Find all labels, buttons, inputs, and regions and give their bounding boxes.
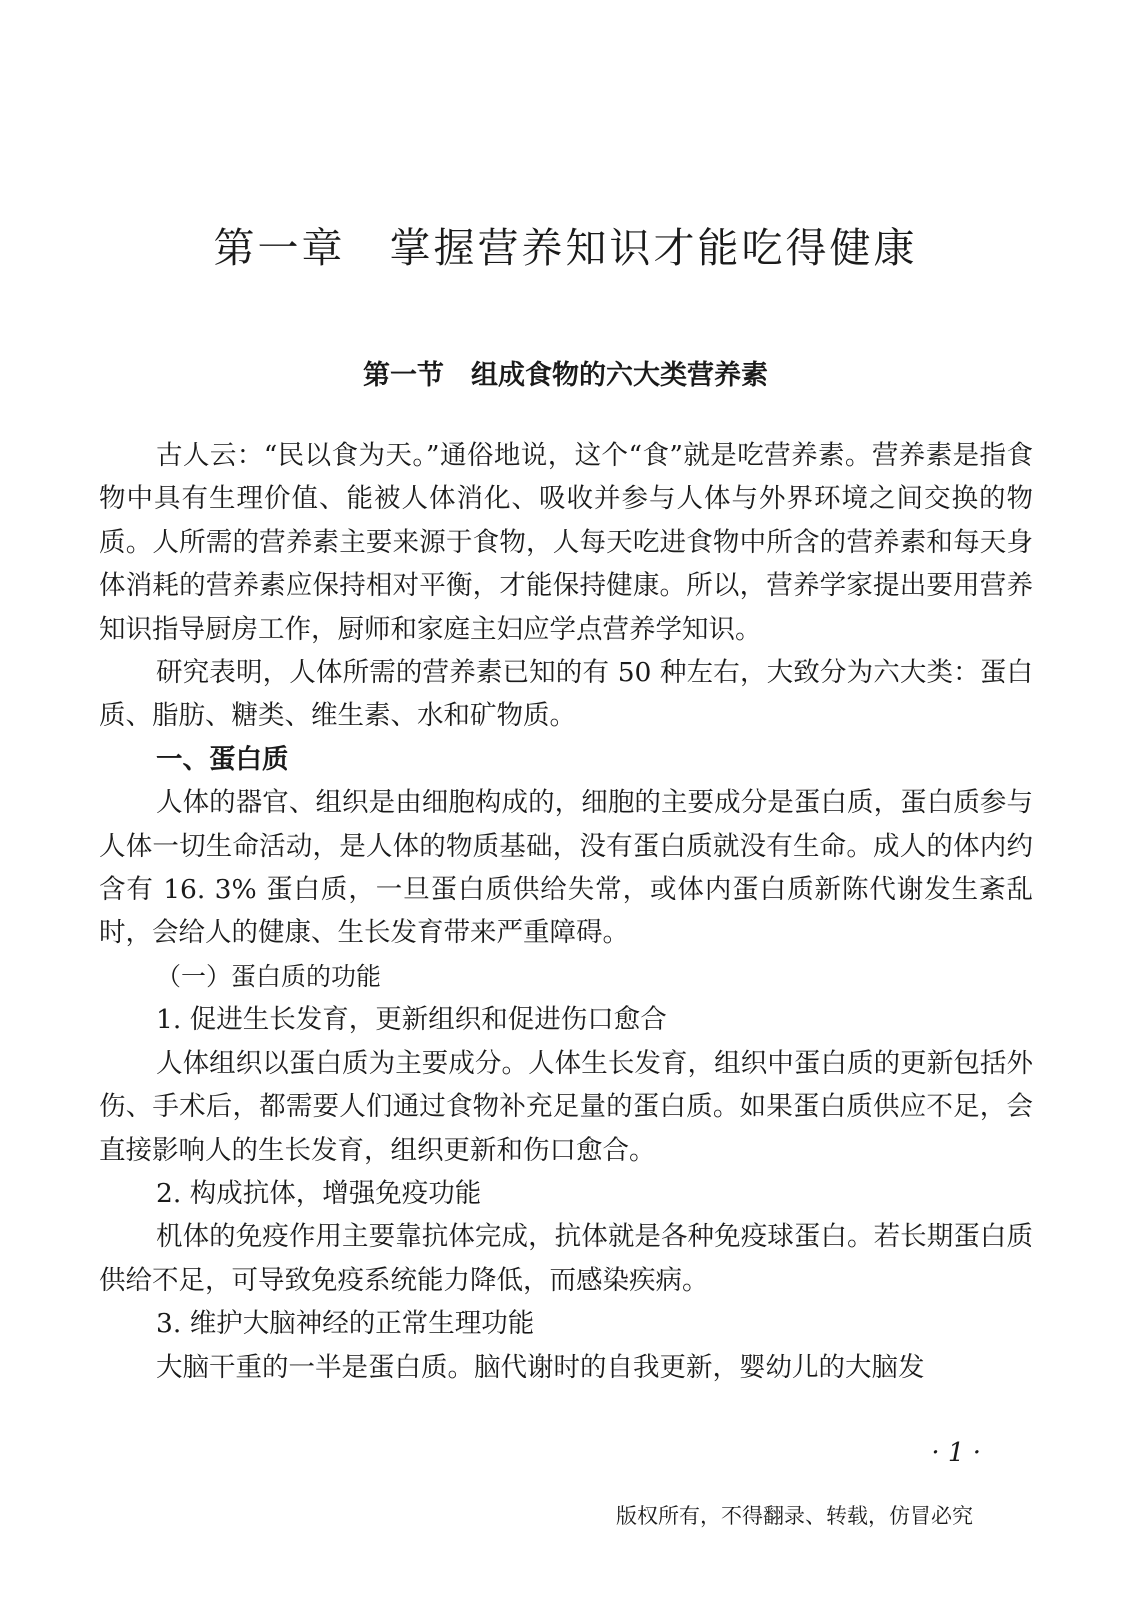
paragraph: 研究表明，人体所需的营养素已知的有 50 种左右，大致分为六大类：蛋白质、脂肪、糖类、维生素、水和矿物质。: [99, 657, 1033, 732]
chapter-title: 第一章 掌握营养知识才能吃得健康: [213, 224, 918, 272]
numbered-item-heading: 2. 构成抗体，增强免疫功能: [156, 1177, 482, 1209]
numbered-item-heading: 1. 促进生长发育，更新组织和促进伤口愈合: [156, 1004, 667, 1036]
body-text: [99, 434, 1033, 1389]
copyright-notice: 版权所有，不得翻录、转载，仿冒必究: [616, 1504, 973, 1528]
subsection-subheading: （一）蛋白质的功能: [156, 961, 382, 991]
paragraph: 古人云：“民以食为天。”通俗地说，这个“食”就是吃营养素。营养素是指食物中具有生理价值、能被人体消化、吸收并参与人体与外界环境之间交换的物质。人所需的营养素主要来源于食物，人每天吃进食物中所含的营养素和每天身体消耗的营养素应保持相对平衡，才能保持健康。所以，营养学家提出要用营养知识指导厨房工作，厨师和家庭主妇应学点营养学知识。: [99, 440, 1033, 645]
paragraph: 大脑干重的一半是蛋白质。脑代谢时的自我更新，婴幼儿的大脑发: [156, 1351, 925, 1383]
subsection-heading: 一、蛋白质: [156, 743, 289, 775]
paragraph: 人体的器官、组织是由细胞构成的，细胞的主要成分是蛋白质，蛋白质参与人体一切生命活动，是人体的物质基础，没有蛋白质就没有生命。成人的体内约含有 16. 3% 蛋白质，一旦蛋白质供给失常，或体内蛋白质新陈代谢发生紊乱时，会给人的健康、生长发育带来严重障碍。: [99, 787, 1033, 949]
section-title: 第一节 组成食物的六大类营养素: [363, 360, 768, 391]
page-number: · 1 ·: [931, 1438, 981, 1468]
paragraph: 机体的免疫作用主要靠抗体完成，抗体就是各种免疫球蛋白。若长期蛋白质供给不足，可导致免疫系统能力降低，而感染疾病。: [99, 1221, 1033, 1296]
paragraph: 人体组织以蛋白质为主要成分。人体生长发育，组织中蛋白质的更新包括外伤、手术后，都需要人们通过食物补充足量的蛋白质。如果蛋白质供应不足，会直接影响人的生长发育，组织更新和伤口愈合。: [99, 1047, 1033, 1166]
numbered-item-heading: 3. 维护大脑神经的正常生理功能: [156, 1308, 535, 1340]
